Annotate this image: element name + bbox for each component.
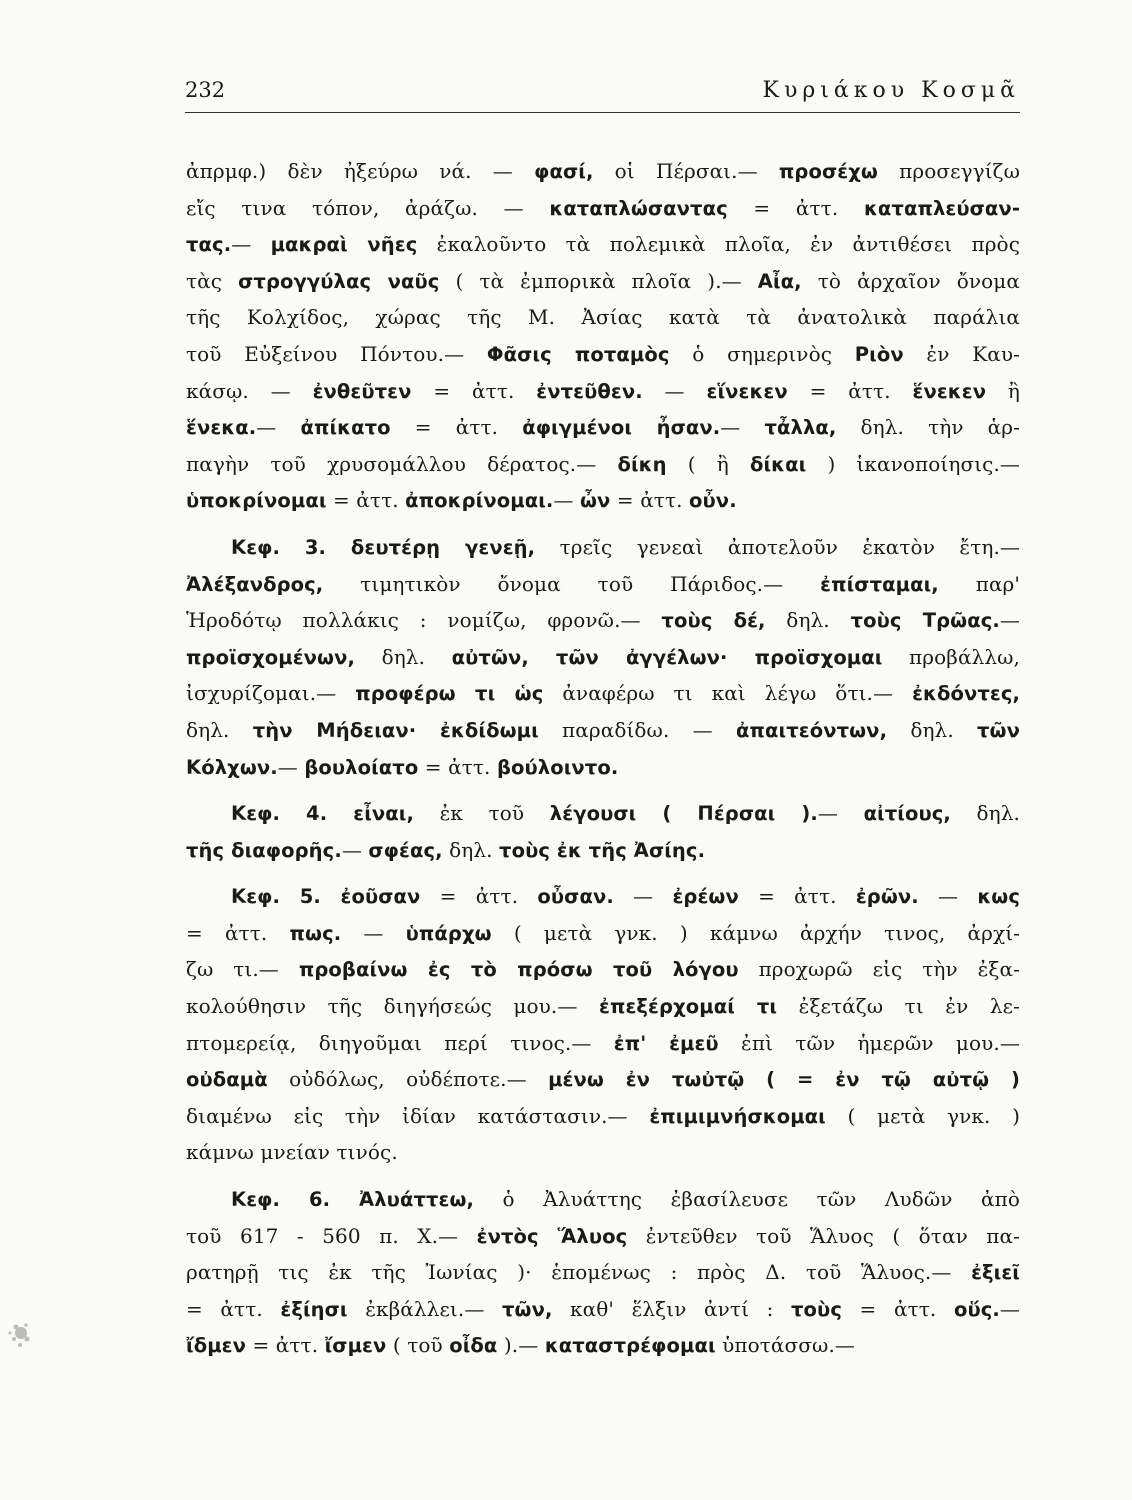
gloss: ἀναφέρω τι καὶ λέγω ὅτι.— xyxy=(543,681,913,706)
lemma: οἶδα xyxy=(449,1334,498,1358)
paragraph-gap xyxy=(186,519,1020,529)
lemma: Κόλχων. xyxy=(186,755,278,779)
gloss: — xyxy=(642,378,707,403)
text-line xyxy=(186,529,1020,566)
gloss: κάσῳ. — xyxy=(186,378,313,403)
paragraph xyxy=(186,1181,1020,1364)
gloss: οἱ Πέρσαι.— xyxy=(593,159,779,183)
lemma: τῆς διαφορῆς. xyxy=(186,838,342,862)
gloss: ( μετὰ γνκ. ) xyxy=(825,1103,1020,1128)
gloss: ).— xyxy=(497,1333,545,1358)
gloss: ἐπὶ τῶν ἡμερῶν μου.— xyxy=(718,1030,1020,1055)
text-line xyxy=(186,226,1020,263)
gloss: δηλ. xyxy=(950,801,1020,826)
gloss: ἐκαλοῦντο τὰ πολεμικὰ πλοῖα, ἐν ἀντιθέσει πρὸς xyxy=(417,232,1020,257)
lemma: ἕνεκεν xyxy=(912,379,987,403)
gloss: παραδίδω. — xyxy=(538,717,736,742)
lemma: λέγουσι ( Πέρσαι ). xyxy=(549,802,818,826)
text-line xyxy=(186,482,1020,519)
lemma: ἐρέων xyxy=(672,885,739,909)
gloss: ἐκβάλλει.— xyxy=(347,1296,502,1321)
gloss: ἰσχυρίζομαι.— xyxy=(186,681,356,706)
gloss: = ἀττ. xyxy=(420,884,538,909)
lemma: ἐπεξέρχομαί τι xyxy=(599,995,778,1019)
gloss: ) ἱκανοποίησις.— xyxy=(806,451,1021,476)
lemma: πως. xyxy=(289,921,342,945)
lemma: εἵνεκεν xyxy=(706,379,788,403)
lemma: ἐξίησι xyxy=(280,1297,348,1321)
gloss: ὑποτάσσω.— xyxy=(715,1333,855,1358)
paragraph-gap xyxy=(186,868,1020,878)
lemma: Κεφ. 6. Ἀλυάττεω, xyxy=(231,1188,475,1212)
lemma: αἰτίους, xyxy=(863,802,951,826)
gloss: = ἀττ. xyxy=(411,378,537,403)
lemma: Κεφ. 4. εἶναι, xyxy=(231,802,414,826)
gloss: δηλ. xyxy=(442,837,500,862)
gloss: — xyxy=(918,884,978,909)
gloss: κάμνω μνείαν τινός. xyxy=(186,1140,398,1165)
gloss: = ἀττ. xyxy=(738,884,856,909)
gloss: = ἀττ. xyxy=(326,488,406,513)
text-line xyxy=(186,1098,1020,1135)
text-line xyxy=(186,1025,1020,1062)
lemma: ἀφιγμένοι ἦσαν. xyxy=(522,416,721,440)
lemma: προϊσχομένων, xyxy=(186,645,355,669)
lemma: τἆλλα, xyxy=(764,416,837,440)
gloss: = ἀττ. xyxy=(610,488,690,513)
gloss: = ἀττ. xyxy=(727,195,864,220)
paragraph xyxy=(186,529,1020,785)
page-number: 232 xyxy=(185,78,226,102)
lemma: ὦν xyxy=(579,489,611,513)
text-line xyxy=(186,1181,1020,1218)
text-line xyxy=(186,153,1020,190)
lemma: δίκη xyxy=(617,452,667,476)
gloss: τὸ ἀρχαῖον ὄνομα xyxy=(801,268,1020,293)
gloss: ὁ σημερινὸς xyxy=(669,341,855,366)
lemma: καταπλεύσαν- xyxy=(863,196,1021,220)
lemma: ἐντὸς Ἅλυος xyxy=(476,1224,628,1248)
gloss: ὁ Ἀλυάττης ἐβασίλευσε τῶν Λυδῶν ἀπὸ xyxy=(474,1187,1021,1212)
lemma: κως xyxy=(977,885,1021,909)
ink-speck xyxy=(6,1315,36,1353)
lemma: Αἶα, xyxy=(757,269,802,293)
lemma: Ριὸν xyxy=(854,342,904,366)
gloss: τῆς Κολχίδος, χώρας τῆς Μ. Ἀσίας κατὰ τὰ ἀνατολικὰ παράλια xyxy=(186,305,1020,330)
text-line xyxy=(186,1134,1020,1171)
text-line xyxy=(186,299,1020,336)
text-line xyxy=(186,1061,1020,1098)
gloss: — xyxy=(231,232,271,257)
text-line xyxy=(186,878,1020,915)
lemma: τοὺς δέ, xyxy=(661,609,766,633)
lemma: οὕς. xyxy=(953,1297,1000,1321)
gloss: ζω τι.— xyxy=(186,957,299,982)
paragraph xyxy=(186,795,1020,868)
lemma: ἴσμεν xyxy=(324,1334,387,1358)
lemma: στρογγύλας ναῦς xyxy=(238,269,440,293)
gloss: εἴς τινα τόπον, ἀράζω. — xyxy=(186,195,550,220)
lemma: φασί, xyxy=(534,160,594,183)
text-line xyxy=(186,795,1020,832)
gloss: = ἀττ. xyxy=(841,1296,954,1321)
gloss: ( τοῦ xyxy=(386,1333,450,1358)
gloss: προχωρῶ εἰς τὴν ἐξα- xyxy=(738,957,1021,982)
gloss: παγὴν τοῦ χρυσομάλλου δέρατος.— xyxy=(186,451,618,476)
lemma: Ἀλέξανδρος, xyxy=(186,572,324,596)
lemma: ἕνεκα. xyxy=(186,416,257,440)
lemma: ἐκδόντες, xyxy=(912,682,1021,706)
commentary-text xyxy=(186,153,1020,1364)
gloss: = ἀττ. xyxy=(186,1296,281,1321)
gloss: — xyxy=(341,920,406,945)
text-line xyxy=(186,336,1020,373)
text-line xyxy=(186,566,1020,603)
gloss: δηλ. xyxy=(186,717,253,742)
gloss: — xyxy=(999,1296,1020,1321)
lemma: καταστρέφομαι xyxy=(544,1334,716,1358)
lemma: οὐδαμὰ xyxy=(186,1068,268,1092)
gloss: ἐξετάζω τι ἐν λε- xyxy=(777,994,1020,1019)
paragraph xyxy=(186,878,1020,1171)
text-line xyxy=(186,1254,1020,1291)
lemma: βουλοίατο xyxy=(304,755,419,779)
gloss: προβάλλω, xyxy=(882,644,1020,669)
gloss: ρατηρῇ τις ἐκ τῆς Ἰωνίας )· ἑπομένως : πρὸς Δ. τοῦ Ἅλυος.— xyxy=(186,1260,972,1285)
text-line xyxy=(186,951,1020,988)
gloss: καθ' ἕλξιν ἀντί : xyxy=(552,1296,792,1321)
lemma: ἐντεῦθεν. xyxy=(536,379,643,403)
gloss: προσεγγίζω xyxy=(877,159,1020,183)
gloss: διαμένω εἰς τὴν ἰδίαν κατάστασιν.— xyxy=(186,1103,650,1128)
lemma: ἀπίκατο xyxy=(300,416,391,440)
gloss: = ἀττ. xyxy=(186,920,290,945)
lemma: τας. xyxy=(186,233,232,257)
gloss: — xyxy=(553,488,580,513)
gloss: τοῦ Εὐξείνου Πόντου.— xyxy=(186,341,487,366)
gloss: = ἀττ. xyxy=(390,415,523,440)
lemma: δίκαι xyxy=(749,452,807,476)
gloss: οὐδόλως, οὐδέποτε.— xyxy=(267,1067,549,1092)
text-line xyxy=(186,749,1020,786)
lemma: μακραὶ νῆες xyxy=(270,233,418,257)
gloss: τὰς xyxy=(186,268,239,293)
lemma: Φᾶσις ποταμὸς xyxy=(486,342,670,366)
lemma: σφέας, xyxy=(368,838,443,862)
lemma: οὖσαν. xyxy=(537,885,614,909)
gloss: — xyxy=(256,415,301,440)
gloss: ( μετὰ γνκ. ) κάμνω ἀρχήν τινος, ἀρχί- xyxy=(491,920,1021,945)
lemma: Κεφ. 3. δευτέρῃ γενεῇ, xyxy=(231,535,536,559)
lemma: προσέχω xyxy=(778,160,878,183)
text-line xyxy=(186,832,1020,869)
lemma: ἐπιμιμνήσκομαι xyxy=(649,1104,826,1128)
lemma: τοὺς Τρῶας. xyxy=(850,609,1000,633)
text-line xyxy=(186,409,1020,446)
lemma: καταπλώσαντας xyxy=(549,196,728,220)
lemma: προφέρω τι ὡς xyxy=(355,682,544,706)
text-line xyxy=(186,988,1020,1025)
gloss: = ἀττ. xyxy=(418,754,497,779)
lemma: ἀποκρίνομαι. xyxy=(405,489,554,513)
gloss: δηλ. xyxy=(354,644,452,669)
gloss: — xyxy=(341,837,369,862)
gloss: ἀπρμφ.) δὲν ἠξεύρω νά. — xyxy=(186,159,535,183)
gloss: δηλ. τὴν ἁρ- xyxy=(836,415,1020,440)
gloss: δηλ. xyxy=(765,608,851,633)
text-line xyxy=(186,675,1020,712)
paragraph xyxy=(186,153,1020,519)
gloss: — xyxy=(817,801,864,826)
lemma: τοὺς ἐκ τῆς Ἀσίης. xyxy=(499,838,706,862)
gloss: ἐν Καυ- xyxy=(903,341,1020,366)
gloss: ἐκ τοῦ xyxy=(414,801,550,826)
lemma: προβαίνω ἐς τὸ πρόσω τοῦ λόγου xyxy=(298,958,739,982)
lemma: ὑποκρίνομαι xyxy=(186,489,327,513)
lemma: οὖν. xyxy=(689,489,737,513)
text-line xyxy=(186,602,1020,639)
paragraph-gap xyxy=(186,1171,1020,1181)
text-line xyxy=(186,1218,1020,1255)
lemma: τοὺς xyxy=(791,1297,842,1321)
gloss: — xyxy=(999,608,1020,633)
gloss: τοῦ 617 - 560 π. Χ.— xyxy=(186,1223,477,1248)
text-line xyxy=(186,1327,1020,1364)
gloss: παρ' xyxy=(938,571,1021,596)
gloss: τιμητικὸν ὄνομα τοῦ Πάριδος.— xyxy=(323,571,821,596)
gloss: = ἀττ. xyxy=(245,1333,325,1358)
gloss: — xyxy=(720,415,765,440)
lemma: ἐπ' ἐμεῦ xyxy=(613,1031,719,1055)
gloss: τρεῖς γενεαὶ ἀποτελοῦν ἑκατὸν ἔτη.— xyxy=(535,534,1020,559)
text-line xyxy=(186,373,1020,410)
text-line xyxy=(186,263,1020,300)
lemma: ἐρῶν. xyxy=(855,885,919,909)
lemma: τὴν Μήδειαν· ἐκδίδωμι xyxy=(252,718,539,742)
text-line xyxy=(186,190,1020,227)
lemma: ἀπαιτεόντων, xyxy=(736,718,888,742)
gloss: ( ἢ xyxy=(666,451,750,476)
text-line xyxy=(186,915,1020,952)
text-line xyxy=(186,639,1020,676)
text-line xyxy=(186,446,1020,483)
gloss: ἐντεῦθεν τοῦ Ἅλυος ( ὅταν πα- xyxy=(627,1223,1020,1248)
gloss: = ἀττ. xyxy=(787,378,913,403)
lemma: ὑπάρχω xyxy=(405,921,492,945)
lemma: τῶν, xyxy=(502,1297,553,1321)
gloss: πτομερείᾳ, διηγοῦμαι περί τινος.— xyxy=(186,1030,614,1055)
text-line xyxy=(186,1291,1020,1328)
gloss: Ἡροδότῳ πολλάκις : νομίζω, φρονῶ.— xyxy=(186,608,662,633)
gloss: — xyxy=(277,754,305,779)
lemma: ἐπίσταμαι, xyxy=(820,572,939,596)
lemma: μένω ἐν τωὐτῷ ( = ἐν τῷ αὐτῷ ) xyxy=(548,1068,1020,1092)
lemma: αὐτῶν, τῶν ἀγγέλων· προϊσχομαι xyxy=(451,645,883,669)
lemma: ἐνθεῦτεν xyxy=(312,379,412,403)
lemma: ἐξιεῖ xyxy=(971,1261,1020,1285)
gloss: δηλ. xyxy=(887,717,978,742)
lemma: βούλοιντο. xyxy=(496,755,619,779)
gloss: — xyxy=(613,884,673,909)
running-title: Κυριάκου Κοσμᾶ xyxy=(762,78,1020,103)
gloss: ( τὰ ἐμπορικὰ πλοῖα ).— xyxy=(439,268,758,293)
lemma: Κεφ. 5. ἐοῦσαν xyxy=(231,885,421,909)
text-line xyxy=(186,712,1020,749)
gloss: ἢ xyxy=(986,378,1021,403)
lemma: ἴδμεν xyxy=(186,1334,246,1358)
running-head xyxy=(185,78,1020,113)
lemma: τῶν xyxy=(977,718,1020,742)
paragraph-gap xyxy=(186,785,1020,795)
gloss: κολούθησιν τῆς διηγήσεώς μου.— xyxy=(186,994,599,1019)
